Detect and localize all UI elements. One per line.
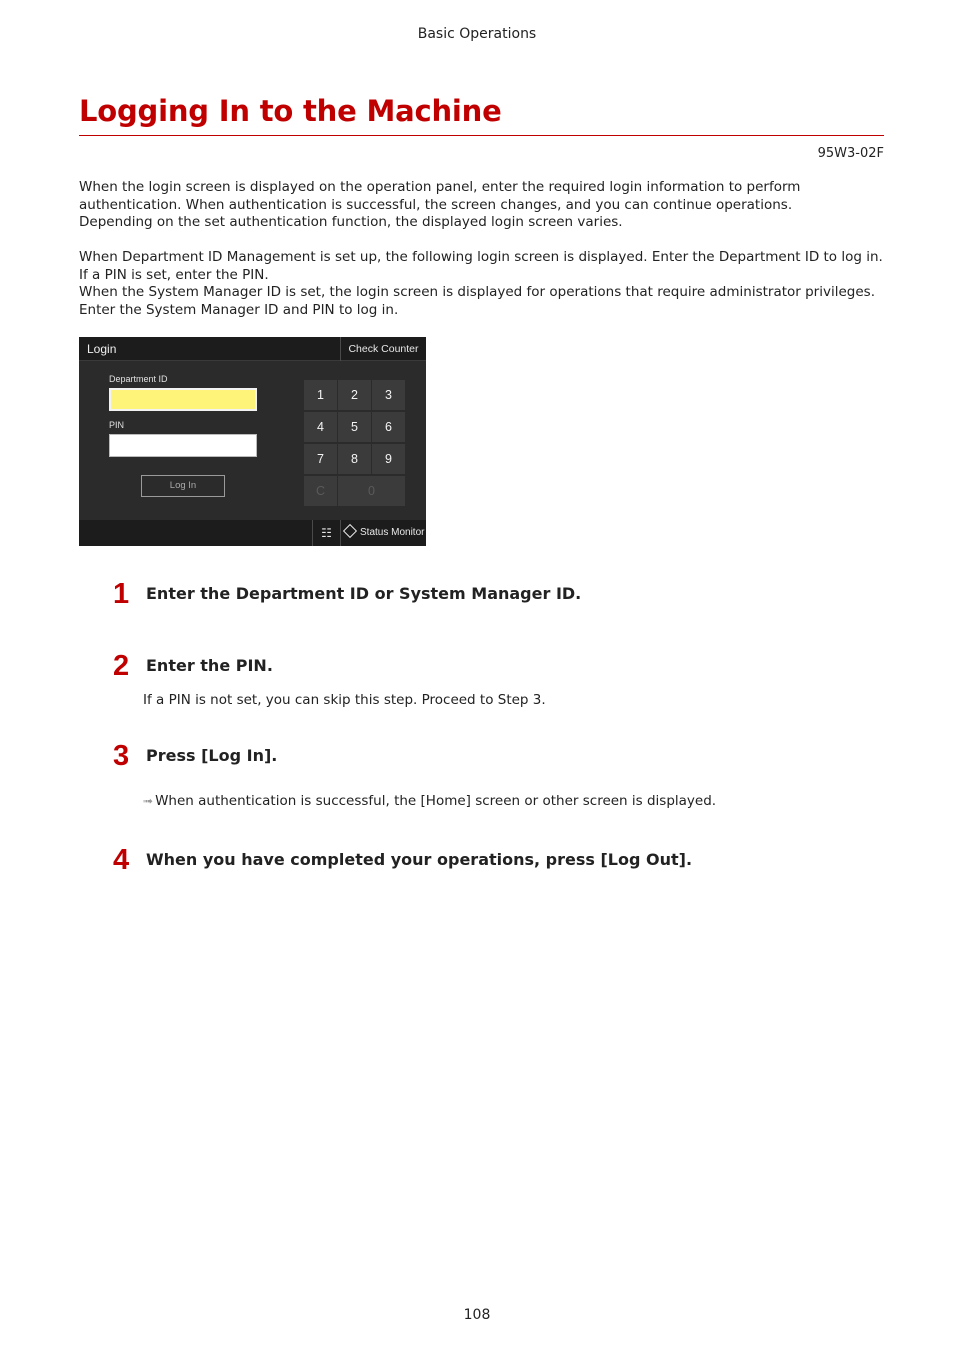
keypad-key-0[interactable]: 0 — [338, 476, 405, 506]
step-title: Enter the PIN. — [146, 656, 273, 675]
login-screen-footer — [79, 520, 426, 546]
keypad-key-1[interactable]: 1 — [304, 380, 337, 410]
step-number: 3 — [113, 740, 130, 772]
intro-paragraph — [79, 179, 889, 232]
keypad-key-7[interactable]: 7 — [304, 444, 337, 474]
keypad-key-9[interactable]: 9 — [372, 444, 405, 474]
result-arrow-icon: ➟ — [143, 794, 154, 808]
step-result-text: When authentication is successful, the [Home] screen or other screen is displayed. — [155, 793, 717, 809]
login-screen-title: Login — [87, 342, 117, 356]
status-monitor-button[interactable] — [340, 520, 426, 546]
status-monitor-icon — [343, 524, 357, 538]
department-id-label: Department ID — [109, 374, 168, 384]
intro-line: When the login screen is displayed on the operation panel, enter the required login information to perform — [79, 179, 801, 195]
login-screen-image — [79, 337, 426, 546]
document-code: 95W3-02F — [817, 146, 884, 161]
keypad-key-8[interactable]: 8 — [338, 444, 371, 474]
status-monitor-label: Status Monitor — [360, 527, 425, 538]
check-counter-button[interactable]: Check Counter — [340, 337, 426, 361]
running-header: Basic Operations — [417, 26, 537, 42]
description-line: When Department ID Management is set up, the following login screen is displayed. Enter the Department ID to log in. — [79, 249, 883, 265]
description-line: When the System Manager ID is set, the login screen is displayed for operations that require administrator privileges. — [79, 284, 875, 300]
keypad-key-4[interactable]: 4 — [304, 412, 337, 442]
keypad-key-6[interactable]: 6 — [372, 412, 405, 442]
page-number: 108 — [463, 1307, 491, 1323]
login-description-paragraph — [79, 249, 889, 319]
keypad-key-3[interactable]: 3 — [372, 380, 405, 410]
pin-field[interactable] — [109, 434, 257, 457]
description-line: If a PIN is set, enter the PIN. — [79, 266, 269, 283]
keypad-key-2[interactable]: 2 — [338, 380, 371, 410]
login-screen-header — [79, 337, 426, 361]
step-title: When you have completed your operations, press [Log Out]. — [146, 850, 693, 869]
step-number: 4 — [113, 844, 130, 876]
step-number: 2 — [113, 650, 130, 682]
description-line: Enter the System Manager ID and PIN to log in. — [79, 301, 399, 318]
title-divider — [79, 135, 884, 136]
step-number: 1 — [113, 578, 130, 610]
keypad-clear-key[interactable]: C — [304, 476, 337, 506]
log-in-button[interactable]: Log In — [141, 475, 225, 497]
step-description: If a PIN is not set, you can skip this step. Proceed to Step 3. — [143, 692, 546, 708]
step-title: Press [Log In]. — [146, 746, 278, 765]
page-title: Logging In to the Machine — [79, 94, 502, 128]
network-icon[interactable]: ☷ — [312, 520, 340, 546]
department-id-field[interactable] — [109, 388, 257, 411]
intro-line: Depending on the set authentication function, the displayed login screen varies. — [79, 214, 623, 230]
intro-line: authentication. When authentication is successful, the screen changes, and you can continue operations. — [79, 196, 793, 213]
step-title: Enter the Department ID or System Manager ID. — [146, 584, 582, 603]
pin-label: PIN — [109, 420, 125, 430]
step-result — [143, 793, 716, 809]
keypad-key-5[interactable]: 5 — [338, 412, 371, 442]
